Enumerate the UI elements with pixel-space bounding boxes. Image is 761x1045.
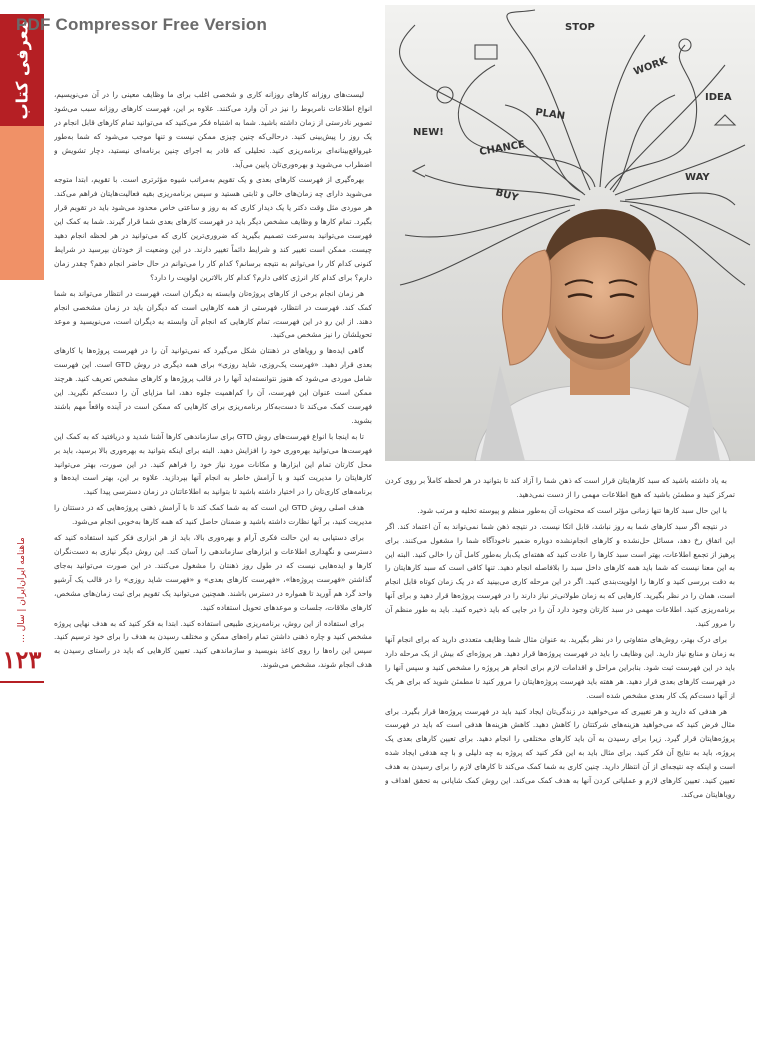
paragraph: در نتیجه اگر سبد کارهای شما به روز نباشد، قابل اتکا نیست. در نتیجه ذهن شما نمی‌تواند به آن اعتماد کند. اگر این اتفاق رخ دهد، مسائل حل‌نشده و کارهای انجام‌نشده دوباره ضمیر ناخودآگاه شما را مشغول می‌کنند. برای پرهیز از تجمع اطلاعات، بهتر است سبد کارها را عادت کنید که هفته‌ای یک‌بار به‌طور کامل آن را خالی کنید. البته این به این معنا نیست که شما باید همه کارهای داخل سبد را بلافاصله انجام دهید. تنها کافی است که سبد کارهایتان را به دقت بررسی کنید و کارها را اولویت‌بندی کنید. اگر در این مرحله کاری می‌بینید که در یک زمان کوتاه قابل انجام است، همان را در نظر بگیرید. کارهایی که به زمان طولانی‌تر نیاز دارند را در فهرست پروژه‌ها قرار دهید و برای آنها برنامه‌ریزی کنید. اطلاعات مهمی در سبد کارتان وجود دارد آن را در جایی که باید ذخیره کنید. باید به طور منظم آن را مرور کنید.: [385, 521, 735, 629]
right-text-column: [385, 474, 735, 969]
stressed-man-illustration: [385, 5, 755, 461]
scribble-word-new: NEW!: [413, 127, 444, 138]
paragraph: برای استفاده از این روش، برنامه‌ریزی طبیعی استفاده کنید. ابتدا به فکر کنید که به هدف نهایی پروژه مشخص کنید و چاره ذهنی داشتن تمام راه‌های ممکن و مختلف رسیدن به هدف را برای خود ترسیم کنید. سپس این راه‌ها را روی کاغذ بنویسید و سازماندهی کنید. تعیین کارهایی که باید در راستای رسیدن به هدف انجام شوند، مشخص می‌شوند.: [54, 618, 372, 670]
paragraph: برای درک بهتر، روش‌های متفاوتی را در نظر بگیرید. به عنوان مثال شما وظایف متعددی دارید که برای انجام آنها به زمان و منابع نیاز دارید. این وظایف را باید در فهرست پروژه‌ها قرار دهید. هر پروژه‌ای که بیش از یک مرحله دارد باید در این فهرست ثبت شود. بنابراین مراحل و اقدامات لازم برای انجام هر پروژه را مشخص کنید و سپس آنها را در فهرست کارهای بعدی قرار دهید. هر هفته باید فهرست پروژه‌هایتان را مرور کنید تا مطمئن شوید که برای هر یک از آنها دست‌کم یک کار بعدی مشخص شده است.: [385, 634, 735, 700]
section-tab-label: معرفی کتاب: [12, 20, 32, 120]
left-text-column: [54, 88, 372, 968]
scribble-word-stop: STOP: [565, 22, 595, 33]
paragraph: گاهی ایده‌ها و رویاهای در ذهنتان شکل می‌گیرد که نمی‌توانید آن را در فهرست پروژه‌ها یا کارهای بعدی قرار دهید. «فهرست یک‌روزی، شاید روزی» برای همه دیگری در روش GTD است. این فهرست شامل موردی می‌شود که هنوز نتوانسته‌اید آنها را در قالب پروژه‌ها و کارهای مشخص تعریف کنید. هرچند ممکن است عنوان این فهرست، آن را کم‌اهمیت جلوه دهد، اما مزایای آن را دست‌کم نگیرید. این فهرست کمک می‌کند تا دست‌به‌کار برنامه‌ریزی برای کارهایی که ممکن است در آینده واقعاً مهم باشند بشوید.: [54, 346, 372, 425]
scribble-word-idea: IDEA: [705, 92, 732, 103]
page-number: ۱۲۳: [2, 645, 42, 674]
paragraph: با این حال سبد کارها تنها زمانی مؤثر است که محتویات آن به‌طور منظم و پیوسته تخلیه و مرتب شود.: [417, 505, 727, 515]
scribble-word-plan: PLAN: [534, 107, 566, 123]
article-photo: [385, 5, 755, 461]
paragraph: لیست‌های روزانه کارهای روزانه کاری و شخصی اغلب برای ما وظایف معینی را در آن می‌نویسیم، انواع اطلاعات نامربوط را نیز در آن وارد می‌کنند. علاوه بر این، فهرست کارهای روزانه سبب می‌شود تصویر نادرستی از زمان داشته باشید. شما به اشتباه فکر می‌کنید که می‌توانید تمام کارهای قابل انجام در یک روز را پیش‌بینی کنید. درحالی‌که چنین چیزی ممکن نیست و تنها موجب می‌شود که شما به‌طور غیرواقع‌بینانه‌ای برنامه‌ریزی کنید. تحلیلی که قادر به اجرای چنین برنامه‌ای نیستید، دچار تشویش و اضطراب می‌شوید و بهره‌وری‌تان پایین می‌آید.: [54, 90, 372, 169]
paragraph: بهره‌گیری از فهرست کارهای بعدی و یک تقویم به‌مراتب شیوه مؤثرتری است. با تقویم، ابتدا متوجه می‌شوید دارای چه زمان‌های خالی و ثابتی هستید و سپس برنامه‌ریزی بقیه فعالیت‌هایتان فراهم می‌کند. هر موردی مثل وقت دکتر یا یک دیدار کاری که به روز و ساعتی خاص محدود می‌شود باید در تقویم قرار بگیرد. تمام کارها و وظایف مشخص دیگر باید در فهرست کارهای بعدی شما قرار گیرند. شما به کمک این فهرست می‌توانید به‌سرعت تصمیم بگیرید که ضروری‌ترین کاری که می‌توانید در هر لحظه انجام دهید چیست. ممکن است تغییر کند و شرایط دائماً تغییر دارند. در این وضعیت از خودتان بپرسید در شرایط کنونی کدام کار را می‌توانم به نتیجه برسانم؟ کدام کار را می‌توانم در حال حاضر انجام دهم؟ چقدر زمان دارم؟ برای کدام کار انرژی کافی دارم؟ کدام کار بالاترین اولویت را دارد؟: [54, 175, 372, 282]
paragraph: تا به اینجا با انواع فهرست‌های روش GTD برای سازماندهی کارها آشنا شدید و دریافتید که به کمک این فهرست‌ها می‌توانید بهره‌وری خود را افزایش دهید. البته برای اینکه بتوانید به بهره‌وری بالا برسید، باید بر محل کارتان تمام این ابزارها و مکانات مورد نیاز خود را فراهم کنید. در این صورت، بهتر می‌توانید کارهایتان را مدیریت کنید و با آرامش خاطر به انجام آنها بپردازید. علاوه بر این، بهتر است ایده‌ها و برنامه‌های کاری‌تان را در اختیار داشته باشید تا بتوانید به اطلاعاتتان در زمان دسترسی پیدا کنید.: [54, 431, 372, 497]
orange-accent-block: [0, 126, 44, 280]
watermark: PDF Compressor Free Version: [16, 15, 268, 34]
scribble-word-work: WORK: [632, 55, 669, 78]
scribble-word-chance: CHANCE: [478, 139, 526, 158]
paragraph: هدف اصلی روش GTD این است که به شما کمک کند تا با آرامش ذهنی پروژه‌هایی که در دستتان را مدیریت کنید، بر آنها نظارت داشته باشید و ضمنان حاصل کنید که همه کارها به‌خوبی انجام می‌شود.: [54, 503, 372, 527]
paragraph: برای دستیابی به این حالت فکری آرام و بهره‌وری بالا، باید از هر ابزاری فکر کنید استفاده کنید که دسترسی و نگهداری اطلاعات و ابزارهای سازماندهی را آسان کند. این روش دیگر نیازی به دست‌نگران کارها و ایده‌هایی نیست که در طول روز ذهنتان را مشغول می‌کنند. در این صورت می‌توانید به‌جای گذاشتن «فهرست پروژه‌ها»، «فهرست کارهای بعدی» و «فهرست شاید روزی» را در قالب یک آرشیو واحد گرد هم آورید تا همواره در دسترس باشند. همچنین می‌توانید یک تقویم برای ثبت زمان‌های مشخص، کارهای ملاقات، جلسات و موعدهای تحویل استفاده کنید.: [54, 533, 372, 612]
paragraph: به یاد داشته باشید که سبد کارهایتان قرار است که ذهن شما را آزاد کند تا بتوانید در هر لحظه کاملاً بر روی کردن تمرکز کنید و مطمئن باشید که هیچ اطلاعات مهمی را از دست نمی‌دهید.: [385, 476, 735, 499]
paragraph: هر زمان انجام برخی از کارهای پروژه‌تان وابسته به دیگران است، فهرست در انتظار می‌تواند به شما کمک کند. فهرست در انتظار، فهرستی از همه کارهایی است که دیگران باید در زمان مشخصی انجام دهند. از این رو در این فهرست، تمام کارهایی که انجام آن وابسته به دیگران است، می‌نویسید و موعد تحویلشان را نیز مشخص می‌کنید.: [54, 288, 372, 340]
side-reference-text: ماهنامه ایران‌ایران | سال ...: [17, 537, 27, 643]
scribble-word-way: WAY: [685, 172, 710, 183]
scribble-word-buy: BUY: [494, 187, 520, 204]
page-number-rule: [0, 681, 44, 683]
paragraph: هر هدفی که دارید و هر تغییری که می‌خواهید در زندگی‌تان ایجاد کنید باید در فهرست پروژه‌ها قرار بگیرد. برای مثال فرض کنید که می‌خواهید هزینه‌های شرکتتان را کاهش دهید. کاهش هزینه‌ها هدفی است که باید در فهرست پروژه‌هایتان قرار گیرد. زیرا برای رسیدن به آن باید کارهای مختلفی را انجام دهید. برای تعیین کارهای بعدی یک پروژه، باید به نتایج آن فکر کنید. برای مثال باید به این فکر کنید که پروژه به چه دلیلی و با چه هدفی ایجاد شده است و اینکه چه نتیجه‌ای از آن انتظار دارید. چنین کاری به شما کمک می‌کند تا کارهای لازم را برای رسیدن به هدف تعیین کنید. تعیین کارهای لازم و عملیاتی کردن آنها به هدف کمک می‌کند. این روش کمک شایانی به تحقق اهداف و رویاهایتان می‌کند.: [385, 706, 735, 799]
